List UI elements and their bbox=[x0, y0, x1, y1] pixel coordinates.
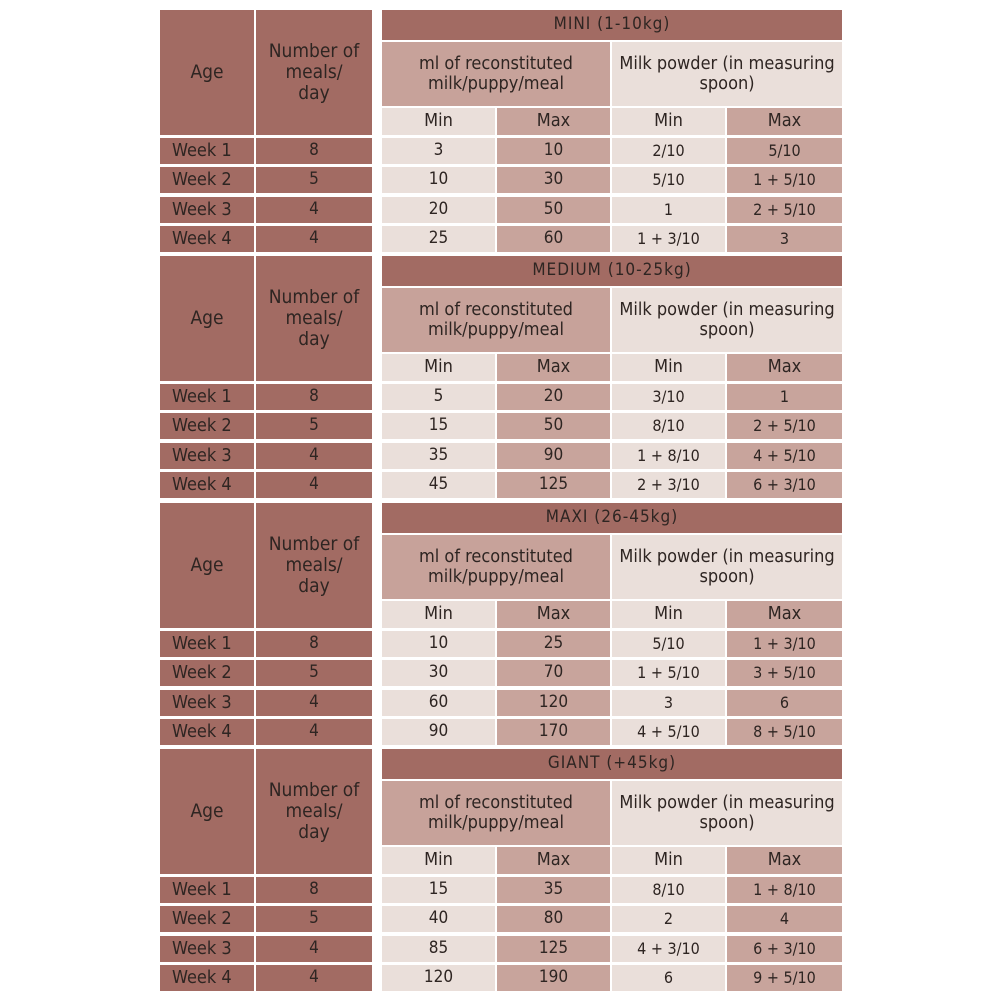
meals-header: Number of meals/ day bbox=[256, 503, 372, 628]
week-cell: Week 4 bbox=[160, 226, 254, 252]
week-cell: Week 3 bbox=[160, 443, 254, 469]
ml-min-cell: 35 bbox=[382, 443, 495, 469]
ml-min-cell: 10 bbox=[382, 631, 495, 657]
week-cell: Week 4 bbox=[160, 472, 254, 498]
powder-group-header: Milk powder (in measuring spoon) bbox=[612, 42, 842, 106]
powder-group-header: Milk powder (in measuring spoon) bbox=[612, 288, 842, 352]
powder-min-cell: 1 bbox=[612, 197, 725, 223]
meals-cell: 5 bbox=[256, 413, 372, 439]
powder-min-header: Min bbox=[612, 354, 725, 381]
ml-min-cell: 85 bbox=[382, 936, 495, 962]
ml-min-cell: 25 bbox=[382, 226, 495, 252]
ml-max-cell: 35 bbox=[497, 877, 610, 903]
meals-cell: 8 bbox=[256, 877, 372, 903]
ml-min-cell: 10 bbox=[382, 167, 495, 193]
ml-max-cell: 170 bbox=[497, 719, 610, 745]
ml-max-cell: 125 bbox=[497, 936, 610, 962]
powder-max-cell: 4 + 5/10 bbox=[727, 443, 842, 469]
ml-min-cell: 15 bbox=[382, 877, 495, 903]
ml-min-cell: 60 bbox=[382, 690, 495, 716]
powder-min-header: Min bbox=[612, 601, 725, 628]
ml-min-cell: 45 bbox=[382, 472, 495, 498]
meals-cell: 8 bbox=[256, 138, 372, 164]
powder-min-cell: 6 bbox=[612, 965, 725, 991]
size-title: GIANT (+45kg) bbox=[382, 749, 842, 779]
meals-cell: 5 bbox=[256, 660, 372, 686]
feeding-table bbox=[160, 256, 842, 495]
powder-max-cell: 6 bbox=[727, 690, 842, 716]
feeding-table bbox=[160, 10, 842, 249]
meals-cell: 4 bbox=[256, 936, 372, 962]
week-cell: Week 1 bbox=[160, 877, 254, 903]
powder-min-cell: 1 + 3/10 bbox=[612, 226, 725, 252]
powder-min-cell: 2 + 3/10 bbox=[612, 472, 725, 498]
ml-max-cell: 10 bbox=[497, 138, 610, 164]
powder-max-cell: 2 + 5/10 bbox=[727, 197, 842, 223]
powder-min-cell: 1 + 8/10 bbox=[612, 443, 725, 469]
ml-max-cell: 80 bbox=[497, 906, 610, 932]
powder-max-cell: 3 + 5/10 bbox=[727, 660, 842, 686]
ml-max-cell: 120 bbox=[497, 690, 610, 716]
powder-max-cell: 1 + 8/10 bbox=[727, 877, 842, 903]
powder-group-header: Milk powder (in measuring spoon) bbox=[612, 781, 842, 845]
powder-max-cell: 2 + 5/10 bbox=[727, 413, 842, 439]
ml-max-header: Max bbox=[497, 847, 610, 874]
ml-max-cell: 70 bbox=[497, 660, 610, 686]
week-cell: Week 1 bbox=[160, 138, 254, 164]
meals-cell: 4 bbox=[256, 965, 372, 991]
powder-max-cell: 5/10 bbox=[727, 138, 842, 164]
meals-cell: 5 bbox=[256, 906, 372, 932]
age-header: Age bbox=[160, 503, 254, 628]
ml-max-header: Max bbox=[497, 354, 610, 381]
meals-cell: 8 bbox=[256, 631, 372, 657]
meals-cell: 4 bbox=[256, 719, 372, 745]
powder-max-cell: 1 + 5/10 bbox=[727, 167, 842, 193]
ml-max-cell: 25 bbox=[497, 631, 610, 657]
powder-max-cell: 8 + 5/10 bbox=[727, 719, 842, 745]
week-cell: Week 1 bbox=[160, 384, 254, 410]
ml-group-header: ml of reconstituted milk/puppy/meal bbox=[382, 42, 610, 106]
week-cell: Week 3 bbox=[160, 197, 254, 223]
meals-cell: 4 bbox=[256, 197, 372, 223]
powder-min-cell: 4 + 3/10 bbox=[612, 936, 725, 962]
powder-max-cell: 6 + 3/10 bbox=[727, 936, 842, 962]
powder-max-cell: 1 bbox=[727, 384, 842, 410]
meals-cell: 4 bbox=[256, 443, 372, 469]
week-cell: Week 2 bbox=[160, 167, 254, 193]
powder-max-header: Max bbox=[727, 601, 842, 628]
ml-min-cell: 20 bbox=[382, 197, 495, 223]
week-cell: Week 4 bbox=[160, 965, 254, 991]
powder-min-cell: 2/10 bbox=[612, 138, 725, 164]
ml-group-header: ml of reconstituted milk/puppy/meal bbox=[382, 288, 610, 352]
powder-min-cell: 2 bbox=[612, 906, 725, 932]
week-cell: Week 2 bbox=[160, 906, 254, 932]
powder-max-header: Max bbox=[727, 108, 842, 135]
age-header: Age bbox=[160, 749, 254, 874]
powder-min-cell: 3/10 bbox=[612, 384, 725, 410]
ml-max-cell: 50 bbox=[497, 413, 610, 439]
powder-min-cell: 5/10 bbox=[612, 167, 725, 193]
size-title: MAXI (26-45kg) bbox=[382, 503, 842, 533]
ml-group-header: ml of reconstituted milk/puppy/meal bbox=[382, 535, 610, 599]
feeding-table bbox=[160, 749, 842, 988]
powder-max-cell: 9 + 5/10 bbox=[727, 965, 842, 991]
ml-min-cell: 40 bbox=[382, 906, 495, 932]
powder-max-cell: 4 bbox=[727, 906, 842, 932]
meals-cell: 4 bbox=[256, 690, 372, 716]
ml-max-cell: 50 bbox=[497, 197, 610, 223]
week-cell: Week 4 bbox=[160, 719, 254, 745]
powder-max-cell: 3 bbox=[727, 226, 842, 252]
size-title: MINI (1-10kg) bbox=[382, 10, 842, 40]
powder-max-header: Max bbox=[727, 847, 842, 874]
powder-min-cell: 8/10 bbox=[612, 413, 725, 439]
powder-min-header: Min bbox=[612, 108, 725, 135]
meals-cell: 4 bbox=[256, 226, 372, 252]
age-header: Age bbox=[160, 256, 254, 381]
ml-max-header: Max bbox=[497, 108, 610, 135]
meals-cell: 8 bbox=[256, 384, 372, 410]
powder-max-header: Max bbox=[727, 354, 842, 381]
meals-header: Number of meals/ day bbox=[256, 749, 372, 874]
powder-max-cell: 1 + 3/10 bbox=[727, 631, 842, 657]
week-cell: Week 2 bbox=[160, 413, 254, 439]
meals-cell: 5 bbox=[256, 167, 372, 193]
powder-min-cell: 1 + 5/10 bbox=[612, 660, 725, 686]
powder-group-header: Milk powder (in measuring spoon) bbox=[612, 535, 842, 599]
ml-min-cell: 120 bbox=[382, 965, 495, 991]
ml-min-cell: 15 bbox=[382, 413, 495, 439]
week-cell: Week 2 bbox=[160, 660, 254, 686]
feeding-table bbox=[160, 503, 842, 742]
ml-max-cell: 60 bbox=[497, 226, 610, 252]
ml-min-header: Min bbox=[382, 847, 495, 874]
ml-max-cell: 90 bbox=[497, 443, 610, 469]
ml-max-cell: 20 bbox=[497, 384, 610, 410]
ml-min-header: Min bbox=[382, 108, 495, 135]
powder-min-header: Min bbox=[612, 847, 725, 874]
ml-max-cell: 30 bbox=[497, 167, 610, 193]
powder-min-cell: 8/10 bbox=[612, 877, 725, 903]
size-title: MEDIUM (10-25kg) bbox=[382, 256, 842, 286]
powder-min-cell: 4 + 5/10 bbox=[612, 719, 725, 745]
powder-min-cell: 5/10 bbox=[612, 631, 725, 657]
meals-header: Number of meals/ day bbox=[256, 10, 372, 135]
ml-min-cell: 90 bbox=[382, 719, 495, 745]
meals-cell: 4 bbox=[256, 472, 372, 498]
week-cell: Week 3 bbox=[160, 936, 254, 962]
week-cell: Week 3 bbox=[160, 690, 254, 716]
ml-max-cell: 125 bbox=[497, 472, 610, 498]
ml-min-header: Min bbox=[382, 354, 495, 381]
ml-max-header: Max bbox=[497, 601, 610, 628]
ml-min-cell: 30 bbox=[382, 660, 495, 686]
ml-min-cell: 3 bbox=[382, 138, 495, 164]
ml-group-header: ml of reconstituted milk/puppy/meal bbox=[382, 781, 610, 845]
ml-max-cell: 190 bbox=[497, 965, 610, 991]
powder-min-cell: 3 bbox=[612, 690, 725, 716]
meals-header: Number of meals/ day bbox=[256, 256, 372, 381]
age-header: Age bbox=[160, 10, 254, 135]
week-cell: Week 1 bbox=[160, 631, 254, 657]
powder-max-cell: 6 + 3/10 bbox=[727, 472, 842, 498]
ml-min-cell: 5 bbox=[382, 384, 495, 410]
ml-min-header: Min bbox=[382, 601, 495, 628]
